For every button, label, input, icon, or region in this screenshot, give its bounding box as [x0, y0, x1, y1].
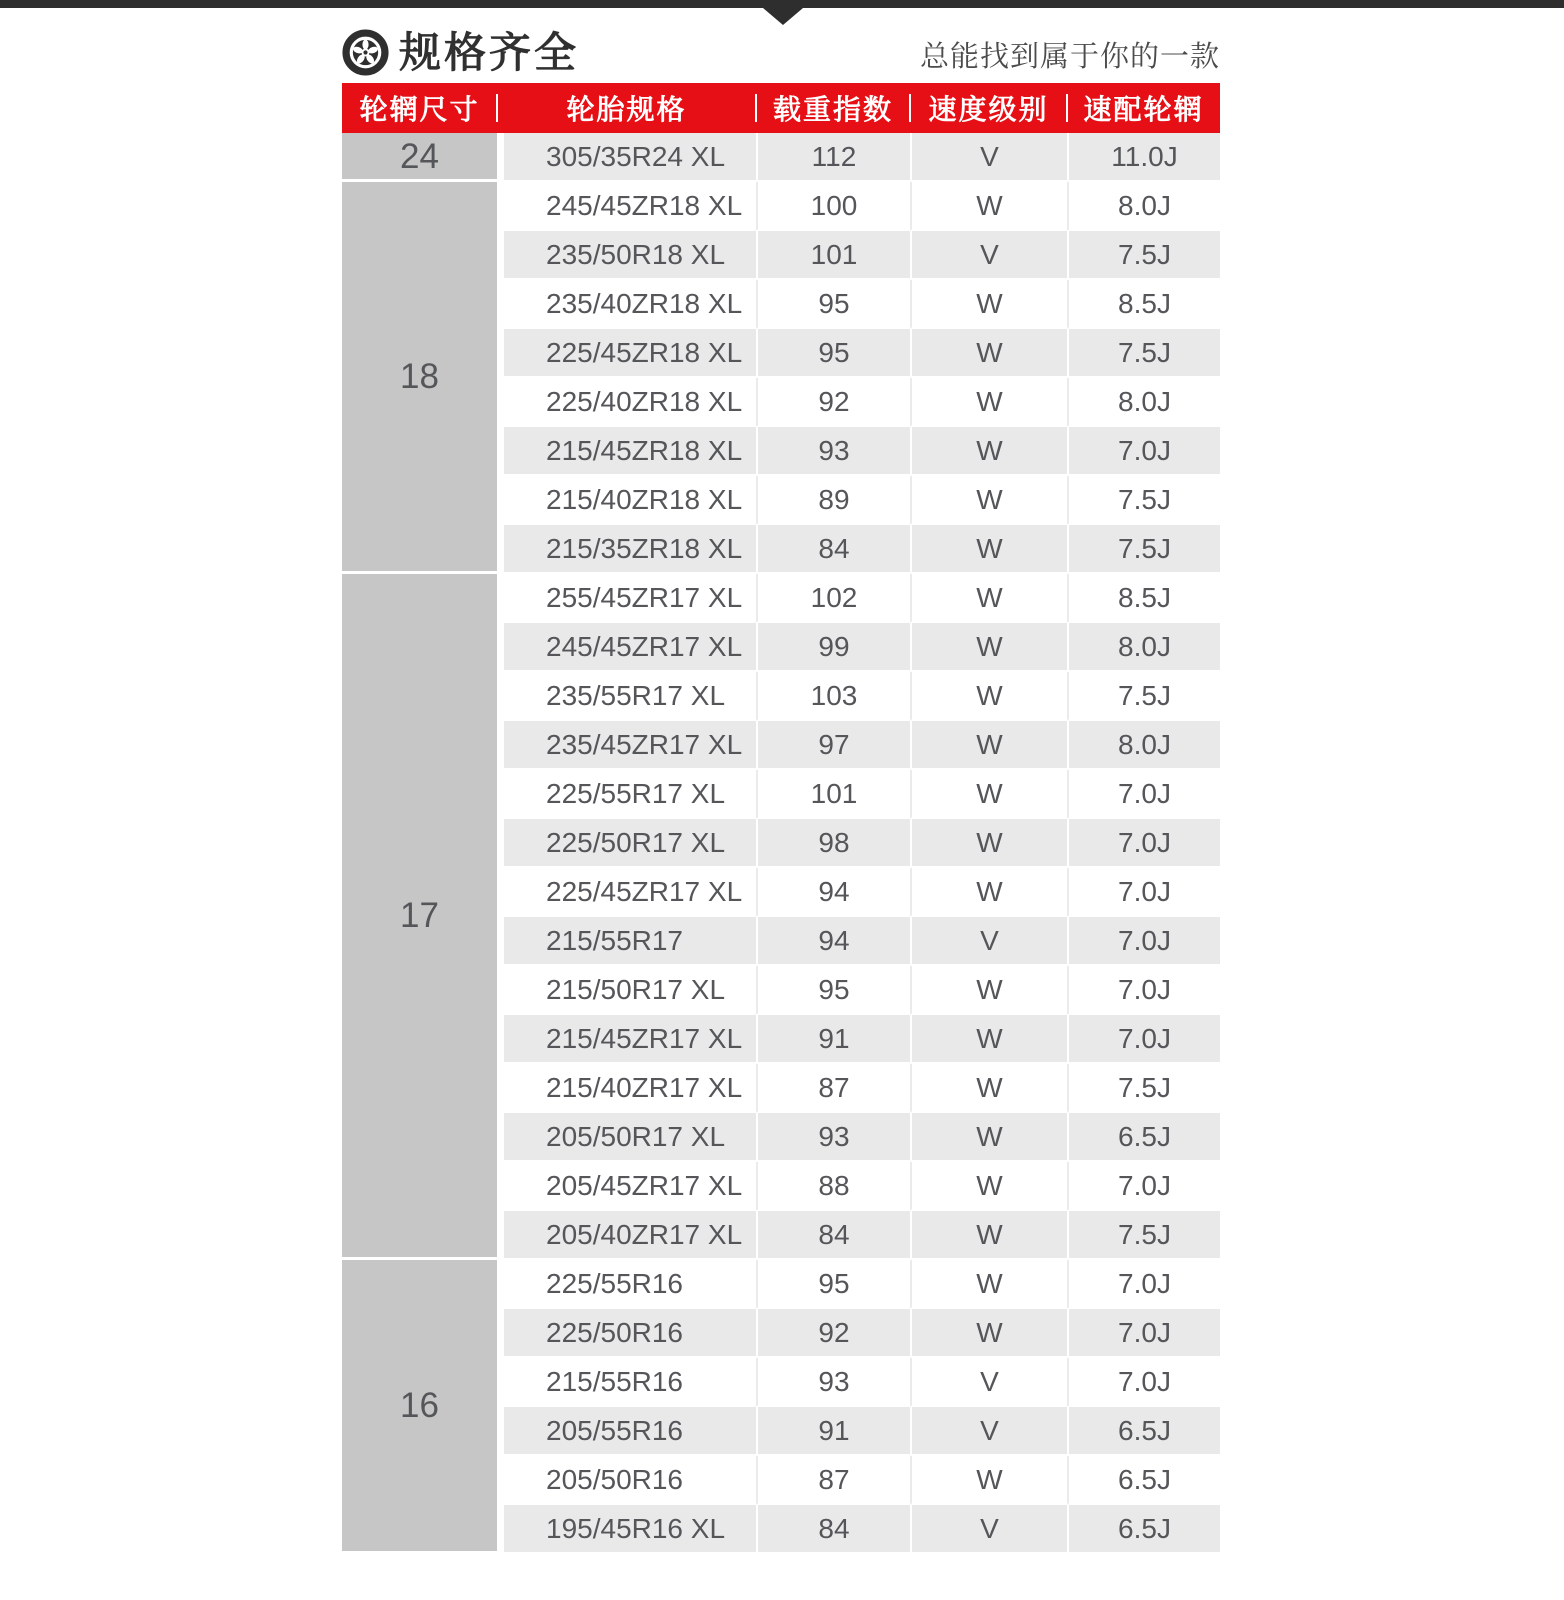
rim-size-cell: 17 [342, 574, 497, 1260]
speed-rating-cell: W [910, 1015, 1067, 1064]
speed-rating-cell: W [910, 574, 1067, 623]
load-index-cell: 112 [756, 133, 910, 182]
rim-match-cell: 6.5J [1067, 1113, 1220, 1162]
speed-rating-cell: W [910, 1309, 1067, 1358]
load-index-cell: 101 [756, 231, 910, 280]
rim-size-cell: 16 [342, 1260, 497, 1554]
rim-match-cell: 7.0J [1067, 1015, 1220, 1064]
column-header-speed-rating: 速度级别 [910, 83, 1067, 133]
load-index-cell: 92 [756, 378, 910, 427]
tire-spec-cell: 215/50R17 XL [497, 966, 756, 1015]
rim-size-cell: 24 [342, 133, 497, 182]
tire-spec-cell: 235/55R17 XL [497, 672, 756, 721]
load-index-cell: 97 [756, 721, 910, 770]
header-row [342, 83, 1220, 133]
speed-rating-cell: W [910, 1456, 1067, 1505]
rim-match-cell: 8.0J [1067, 378, 1220, 427]
load-index-cell: 84 [756, 1505, 910, 1554]
load-index-cell: 91 [756, 1015, 910, 1064]
rim-match-cell: 7.5J [1067, 231, 1220, 280]
rim-match-cell: 8.5J [1067, 574, 1220, 623]
section-header [342, 8, 1220, 83]
tire-spec-cell: 245/45ZR18 XL [497, 182, 756, 231]
rim-match-cell: 7.5J [1067, 329, 1220, 378]
rim-match-cell: 8.0J [1067, 623, 1220, 672]
load-index-cell: 95 [756, 280, 910, 329]
tire-spec-cell: 225/45ZR18 XL [497, 329, 756, 378]
speed-rating-cell: W [910, 525, 1067, 574]
tire-spec-cell: 215/45ZR18 XL [497, 427, 756, 476]
load-index-cell: 93 [756, 427, 910, 476]
section-title-wrap [342, 29, 579, 76]
tire-spec-cell: 225/55R17 XL [497, 770, 756, 819]
tire-spec-cell: 255/45ZR17 XL [497, 574, 756, 623]
tire-spec-cell: 195/45R16 XL [497, 1505, 756, 1554]
speed-rating-cell: W [910, 427, 1067, 476]
tire-spec-cell: 205/50R17 XL [497, 1113, 756, 1162]
speed-rating-cell: V [910, 1407, 1067, 1456]
tire-spec-cell: 215/55R17 [497, 917, 756, 966]
spec-row [342, 182, 1220, 231]
load-index-cell: 91 [756, 1407, 910, 1456]
load-index-cell: 95 [756, 1260, 910, 1309]
speed-rating-cell: V [910, 1505, 1067, 1554]
tire-spec-cell: 215/55R16 [497, 1358, 756, 1407]
rim-match-cell: 7.5J [1067, 525, 1220, 574]
tire-spec-cell: 205/45ZR17 XL [497, 1162, 756, 1211]
speed-rating-cell: W [910, 672, 1067, 721]
column-header-tire-spec: 轮胎规格 [497, 83, 756, 133]
tire-spec-cell: 235/45ZR17 XL [497, 721, 756, 770]
speed-rating-cell: W [910, 966, 1067, 1015]
rim-match-cell: 6.5J [1067, 1505, 1220, 1554]
spec-row [342, 574, 1220, 623]
load-index-cell: 103 [756, 672, 910, 721]
speed-rating-cell: W [910, 476, 1067, 525]
load-index-cell: 93 [756, 1358, 910, 1407]
column-header-rim-match: 速配轮辋 [1067, 83, 1220, 133]
rim-match-cell: 7.0J [1067, 1260, 1220, 1309]
speed-rating-cell: W [910, 280, 1067, 329]
speed-rating-cell: W [910, 329, 1067, 378]
rim-match-cell: 7.0J [1067, 868, 1220, 917]
rim-match-cell: 7.5J [1067, 1064, 1220, 1113]
rim-match-cell: 7.0J [1067, 1309, 1220, 1358]
tire-spec-cell: 215/40ZR18 XL [497, 476, 756, 525]
rim-match-cell: 7.0J [1067, 917, 1220, 966]
load-index-cell: 87 [756, 1456, 910, 1505]
rim-match-cell: 7.5J [1067, 476, 1220, 525]
load-index-cell: 100 [756, 182, 910, 231]
speed-rating-cell: W [910, 1162, 1067, 1211]
rim-match-cell: 7.5J [1067, 672, 1220, 721]
speed-rating-cell: W [910, 623, 1067, 672]
speed-rating-cell: V [910, 231, 1067, 280]
speed-rating-cell: W [910, 1211, 1067, 1260]
tire-spec-cell: 225/40ZR18 XL [497, 378, 756, 427]
load-index-cell: 98 [756, 819, 910, 868]
tire-spec-cell: 215/40ZR17 XL [497, 1064, 756, 1113]
load-index-cell: 84 [756, 525, 910, 574]
load-index-cell: 102 [756, 574, 910, 623]
tire-spec-cell: 235/40ZR18 XL [497, 280, 756, 329]
rim-size-cell: 18 [342, 182, 497, 574]
tire-spec-cell: 215/35ZR18 XL [497, 525, 756, 574]
tire-spec-cell: 225/50R16 [497, 1309, 756, 1358]
load-index-cell: 92 [756, 1309, 910, 1358]
spec-row [342, 133, 1220, 182]
load-index-cell: 93 [756, 1113, 910, 1162]
speed-rating-cell: W [910, 1260, 1067, 1309]
load-index-cell: 89 [756, 476, 910, 525]
rim-match-cell: 6.5J [1067, 1407, 1220, 1456]
load-index-cell: 87 [756, 1064, 910, 1113]
spec-table [342, 83, 1220, 1554]
tire-spec-cell: 305/35R24 XL [497, 133, 756, 182]
speed-rating-cell: W [910, 770, 1067, 819]
load-index-cell: 99 [756, 623, 910, 672]
speed-rating-cell: W [910, 182, 1067, 231]
load-index-cell: 84 [756, 1211, 910, 1260]
load-index-cell: 95 [756, 966, 910, 1015]
speed-rating-cell: V [910, 133, 1067, 182]
spec-section [342, 8, 1220, 1554]
speed-rating-cell: W [910, 1113, 1067, 1162]
tire-spec-cell: 205/50R16 [497, 1456, 756, 1505]
load-index-cell: 95 [756, 329, 910, 378]
load-index-cell: 101 [756, 770, 910, 819]
rim-match-cell: 8.0J [1067, 721, 1220, 770]
tire-spec-cell: 235/50R18 XL [497, 231, 756, 280]
rim-match-cell: 7.0J [1067, 1358, 1220, 1407]
load-index-cell: 94 [756, 917, 910, 966]
tire-spec-cell: 245/45ZR17 XL [497, 623, 756, 672]
wheel-icon [342, 29, 389, 76]
spec-row [342, 1260, 1220, 1309]
tire-spec-cell: 225/50R17 XL [497, 819, 756, 868]
spec-table-body [342, 133, 1220, 1554]
top-banner-bar [0, 0, 1564, 8]
speed-rating-cell: W [910, 819, 1067, 868]
load-index-cell: 88 [756, 1162, 910, 1211]
rim-match-cell: 8.5J [1067, 280, 1220, 329]
column-header-rim-size: 轮辋尺寸 [342, 83, 497, 133]
rim-match-cell: 7.0J [1067, 819, 1220, 868]
tire-spec-cell: 225/45ZR17 XL [497, 868, 756, 917]
speed-rating-cell: W [910, 1064, 1067, 1113]
rim-match-cell: 6.5J [1067, 1456, 1220, 1505]
rim-match-cell: 7.0J [1067, 1162, 1220, 1211]
tire-spec-cell: 215/45ZR17 XL [497, 1015, 756, 1064]
speed-rating-cell: V [910, 917, 1067, 966]
tire-spec-cell: 225/55R16 [497, 1260, 756, 1309]
tire-spec-cell: 205/40ZR17 XL [497, 1211, 756, 1260]
rim-match-cell: 7.5J [1067, 1211, 1220, 1260]
column-header-load-index: 载重指数 [756, 83, 910, 133]
speed-rating-cell: W [910, 378, 1067, 427]
speed-rating-cell: V [910, 1358, 1067, 1407]
speed-rating-cell: W [910, 721, 1067, 770]
rim-match-cell: 7.0J [1067, 427, 1220, 476]
section-title: 规格齐全 [399, 28, 580, 76]
speed-rating-cell: W [910, 868, 1067, 917]
tire-spec-cell: 205/55R16 [497, 1407, 756, 1456]
rim-match-cell: 8.0J [1067, 182, 1220, 231]
rim-match-cell: 7.0J [1067, 770, 1220, 819]
load-index-cell: 94 [756, 868, 910, 917]
spec-table-header [342, 83, 1220, 133]
rim-match-cell: 11.0J [1067, 133, 1220, 182]
section-subtitle: 总能找到属于你的一款 [919, 41, 1220, 74]
rim-match-cell: 7.0J [1067, 966, 1220, 1015]
